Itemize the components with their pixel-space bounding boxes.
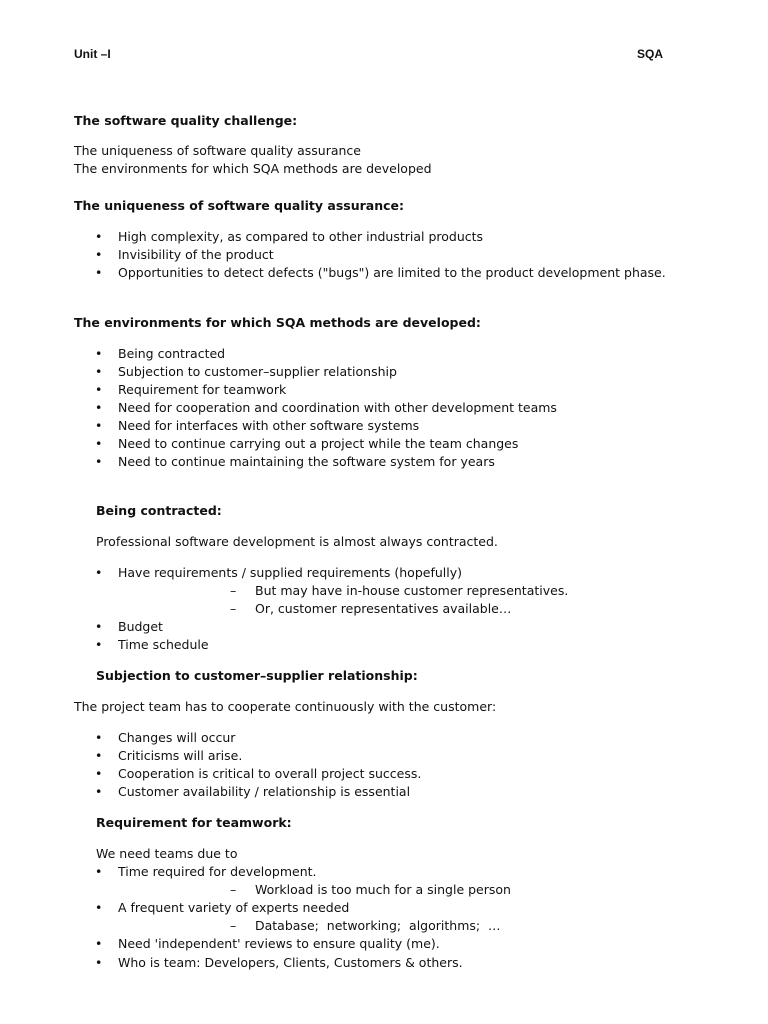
bullet-icon: • <box>95 900 103 915</box>
document-page: Unit –I SQA The software quality challenge: The uniqueness of software quality assurance The environments for which SQA methods are developed The uniqueness of software quality assurance: • High complexity, as compared to other industrial products • Invisibility of the product • Opportunities to detect defects ("bugs") are limited to the product development phase. The environments for which SQA methods are developed: • Being contracted • Subjection to customer–supplier relationship • Requirement for teamwork • Need for cooperation and coordination with other development teams • Need for interfaces with other software systems • Need to continue carrying out a project while the team changes • Need to continue maintaining the software system for years Being contracted: Professional software development is almost always contracted. • Have requirements / supplied requirements (hopefully) – But may have in-house customer representatives. – Or, customer representatives available… • Budget • Time schedule Subjection to customer–supplier relationship: The project team has to cooperate continuously with the customer: • Changes will occur • Criticisms will arise. • Cooperation is critical to overall project success. • Customer availability / relationship is essential Requirement for teamwork: We need teams due to • Time required for development. – Workload is too much for a single person • A frequent variety of experts needed – Database; networking; algorithms; … • Need 'independent' reviews to ensure quality (me). • Who is team: Developers, Clients, Customers & others. <box>74 47 666 970</box>
heading-being-contracted: Being contracted: <box>96 503 222 518</box>
header-subject: SQA <box>637 47 664 61</box>
bullet-icon: • <box>95 382 103 397</box>
dash-icon: – <box>230 882 237 897</box>
dash-icon: – <box>230 583 237 598</box>
paragraph-line: The environments for which SQA methods are developed <box>74 161 432 176</box>
bullet-icon: • <box>95 346 103 361</box>
heading-quality-challenge: The software quality challenge: <box>74 113 298 128</box>
bullet-icon: • <box>95 436 103 451</box>
bullet-icon: • <box>95 400 103 415</box>
bullet-icon: • <box>95 265 103 280</box>
heading-uniqueness: The uniqueness of software quality assurance: <box>74 198 404 213</box>
heading-environments: The environments for which SQA methods are developed: <box>74 315 481 330</box>
dash-icon: – <box>230 918 237 933</box>
heading-teamwork: Requirement for teamwork: <box>96 815 292 830</box>
bullet-icon: • <box>95 565 103 580</box>
bullet-icon: • <box>95 864 103 879</box>
bullet-icon: • <box>95 955 103 970</box>
paragraph-line: The uniqueness of software quality assurance <box>74 143 361 158</box>
bullet-icon: • <box>95 766 103 781</box>
bullet-icon: • <box>95 748 103 763</box>
heading-customer-supplier: Subjection to customer–supplier relationship: <box>96 668 418 683</box>
bullet-icon: • <box>95 730 103 745</box>
paragraph-line: We need teams due to <box>96 846 238 861</box>
bullet-icon: • <box>95 784 103 799</box>
bullet-icon: • <box>95 454 103 469</box>
bullet-icon: • <box>95 247 103 262</box>
header-unit: Unit –I <box>74 47 111 61</box>
dash-icon: – <box>230 601 237 616</box>
bullet-icon: • <box>95 229 103 244</box>
bullet-icon: • <box>95 637 103 652</box>
paragraph-line: The project team has to cooperate continuously with the customer: <box>74 699 497 714</box>
bullet-icon: • <box>95 364 103 379</box>
bullet-icon: • <box>95 619 103 634</box>
bullet-icon: • <box>95 418 103 433</box>
bullet-icon: • <box>95 936 103 951</box>
paragraph-line: Professional software development is almost always contracted. <box>96 534 498 549</box>
